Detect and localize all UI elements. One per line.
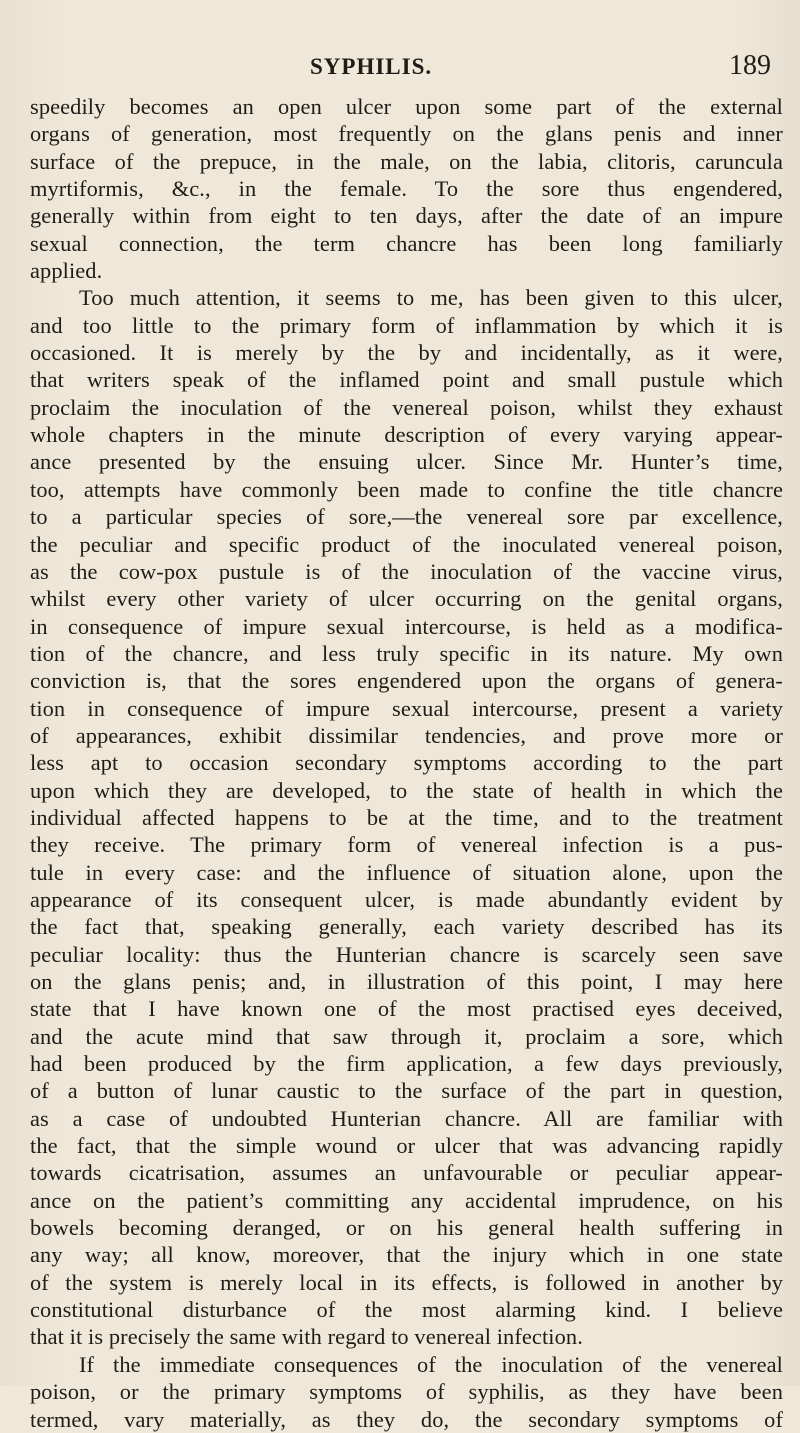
text-line: whilst every other variety of ulcer occurring on the genital organs, [30, 586, 783, 612]
body-text [30, 93, 783, 1433]
text-line: they receive. The primary form of venereal infection is a pus- [30, 832, 783, 858]
text-line: and too little to the primary form of inflammation by which it is [30, 312, 783, 338]
text-line: myrtiformis, &c., in the female. To the sore thus engendered, [30, 176, 783, 202]
text-line: applied. [30, 258, 103, 284]
text-line: conviction is, that the sores engendered upon the organs of genera- [30, 668, 783, 694]
text-line: proclaim the inoculation of the venereal poison, whilst they exhaust [30, 394, 783, 420]
text-line: peculiar locality: thus the Hunterian chancre is scarcely seen save [30, 941, 783, 967]
text-line: speedily becomes an open ulcer upon some part of the external [30, 94, 783, 119]
text-line: constitutional disturbance of the most alarming kind. I believe [30, 1297, 783, 1323]
paragraph-start-line: If the immediate consequences of the inoculation of the venereal [79, 1351, 783, 1377]
text-line: occasioned. It is merely by the by and incidentally, as it were, [30, 340, 783, 366]
text-line: bowels becoming deranged, or on his general health suffering in [30, 1215, 783, 1241]
text-line: surface of the prepuce, in the male, on the labia, clitoris, caruncula [30, 148, 783, 174]
text-line: whole chapters in the minute description of every varying appear- [30, 422, 783, 448]
text-line: as the cow-pox pustule is of the inoculation of the vaccine virus, [30, 558, 783, 584]
text-line: organs of generation, most frequently on the glans penis and inner [30, 121, 783, 147]
text-line: as a case of undoubted Hunterian chancre. All are familiar with [30, 1105, 783, 1131]
text-line: state that I have known one of the most practised eyes deceived, [30, 996, 783, 1022]
text-line: poison, or the primary symptoms of syphilis, as they have been [30, 1379, 783, 1405]
text-line: termed, vary materially, as they do, the secondary symptoms of [30, 1406, 783, 1432]
text-line: of the system is merely local in its effects, is followed in another by [30, 1269, 783, 1295]
page-number: 189 [729, 50, 771, 81]
text-line: tion in consequence of impure sexual intercourse, present a variety [30, 695, 783, 721]
text-line: upon which they are developed, to the state of health in which the [30, 777, 783, 803]
text-line: generally within from eight to ten days, after the date of an impure [30, 203, 783, 229]
text-line: that it is precisely the same with regard to venereal infection. [30, 1324, 583, 1350]
text-line: tule in every case: and the influence of situation alone, upon the [30, 859, 783, 885]
text-line: in consequence of impure sexual intercourse, is held as a modifica- [30, 613, 783, 639]
page-header [0, 50, 800, 86]
text-line: the peculiar and specific product of the inoculated venereal poison, [30, 531, 783, 557]
text-line: on the glans penis; and, in illustration of this point, I may here [30, 969, 783, 994]
text-line: individual affected happens to be at the time, and to the treatment [30, 804, 783, 830]
text-line: of a button of lunar caustic to the surface of the part in question, [30, 1078, 783, 1104]
text-line: ance on the patient’s committing any accidental imprudence, on his [30, 1187, 783, 1213]
text-line: to a particular species of sore,—the venereal sore par excellence, [30, 504, 783, 530]
text-line: and the acute mind that saw through it, proclaim a sore, which [30, 1023, 783, 1049]
text-line: that writers speak of the inflamed point and small pustule which [30, 367, 783, 393]
text-line: towards cicatrisation, assumes an unfavourable or peculiar appear- [30, 1160, 783, 1186]
text-line: tion of the chancre, and less truly specific in its nature. My own [30, 640, 783, 666]
text-line: of appearances, exhibit dissimilar tendencies, and prove more or [30, 722, 783, 748]
text-line: the fact that, speaking generally, each variety described has its [30, 914, 783, 940]
running-title: SYPHILIS. [310, 54, 433, 79]
text-line: ance presented by the ensuing ulcer. Since Mr. Hunter’s time, [30, 449, 783, 475]
paragraph-start-line: Too much attention, it seems to me, has been given to this ulcer, [79, 285, 783, 311]
text-line: less apt to occasion secondary symptoms according to the part [30, 750, 783, 776]
text-line: any way; all know, moreover, that the injury which in one state [30, 1242, 783, 1268]
text-line: sexual connection, the term chancre has been long familiarly [30, 230, 783, 256]
text-line: too, attempts have commonly been made to confine the title chancre [30, 476, 783, 502]
text-line: the fact, that the simple wound or ulcer that was advancing rapidly [30, 1133, 783, 1159]
text-line: appearance of its consequent ulcer, is made abundantly evident by [30, 886, 783, 912]
text-line: had been produced by the firm application, a few days previously, [30, 1051, 783, 1077]
